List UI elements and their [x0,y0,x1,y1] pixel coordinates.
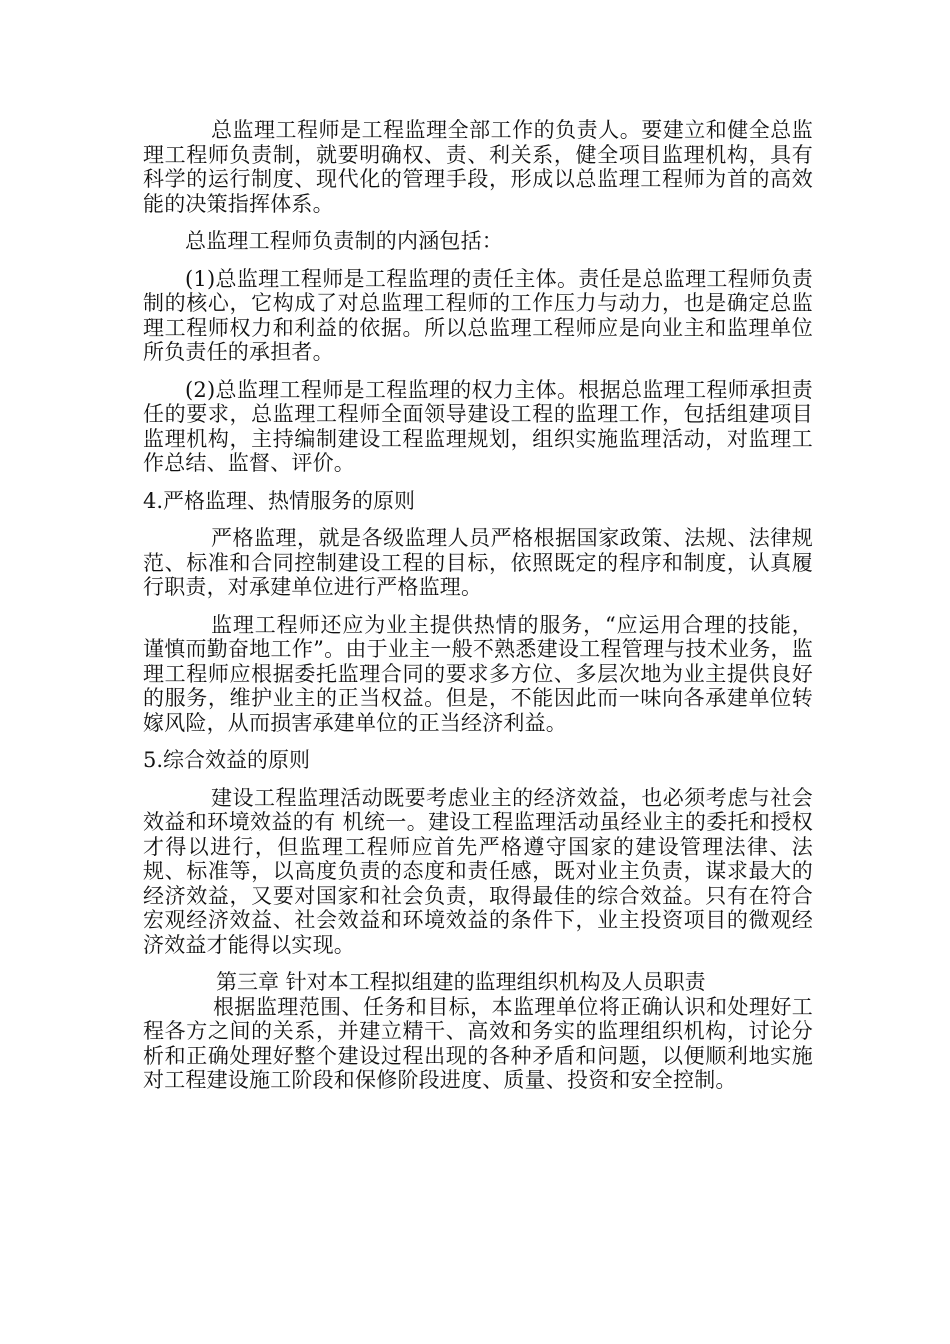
paragraph-item-1: (1)总监理工程师是工程监理的责任主体。责任是总监理工程师负责制的核心，它构成了对总监理工程师的工作压力与动力，也是确定总监理工程师权力和利益的依据。所以总监理工程师应是向业主和监理单位所负责任的承担者。 [143,266,813,364]
paragraph-service: 监理工程师还应为业主提供热情的服务，“应运用合理的技能，谨慎而勤奋地工作”。由于业主一般不熟悉建设工程管理与技术业务，监理工程师应根据委托监理合同的要求多方位、多层次地为业主提供良好的服务，维护业主的正当权益。但是，不能因此而一味向各承建单位转嫁风险，从而损害承建单位的正当经济利益。 [143,612,813,735]
paragraph-item-2: (2)总监理工程师是工程监理的权力主体。根据总监理工程师承担责任的要求，总监理工程师全面领导建设工程的监理工作，包括组建项目监理机构，主持编制建设工程监理规划，组织实施监理活动，对监理工作总结、监督、评价。 [143,377,813,475]
paragraph-comprehensive-benefit: 建设工程监理活动既要考虑业主的经济效益，也必须考虑与社会效益和环境效益的有 机统一。建设工程监理活动虽经业主的委托和授权才得以进行，但监理工程师应首先严格遵守国家的建设管理法律、法规、标准等，以高度负责的态度和责任感，既对业主负责，谋求最大的经济效益，又要对国家和社会负责，取得最佳的综合效益。只有在符合宏观经济效益、社会效益和环境效益的条件下，业主投资项目的微观经济效益才能得以实现。 [143,785,813,957]
paragraph-strict-supervision: 严格监理，就是各级监理人员严格根据国家政策、法规、法律规范、标准和合同控制建设工程的目标，依照既定的程序和制度，认真履行职责，对承建单位进行严格监理。 [143,526,813,599]
paragraph-chief-engineer-role: 总监理工程师是工程监理全部工作的负责人。要建立和健全总监理工程师负责制，就要明确权、责、利关系，健全项目监理机构，具有科学的运行制度、现代化的管理手段，形成以总监理工程师为首的高效能的决策指挥体系。 [143,118,813,216]
section-heading-4: 4.严格监理、热情服务的原则 [143,488,416,513]
paragraph-responsibility-intro: 总监理工程师负责制的内涵包括： [185,229,503,253]
document-page [143,118,813,1106]
chapter-title-3: 第三章 针对本工程拟组建的监理组织机构及人员职责 [216,970,706,994]
paragraph-organization: 根据监理范围、任务和目标，本监理单位将正确认识和处理好工程各方之间的关系，并建立精干、高效和务实的监理组织机构，讨论分析和正确处理好整个建设过程出现的各种矛盾和问题，以便顺利地实施对工程建设施工阶段和保修阶段进度、质量、投资和安全控制。 [143,994,813,1092]
section-heading-5: 5.综合效益的原则 [143,748,311,772]
